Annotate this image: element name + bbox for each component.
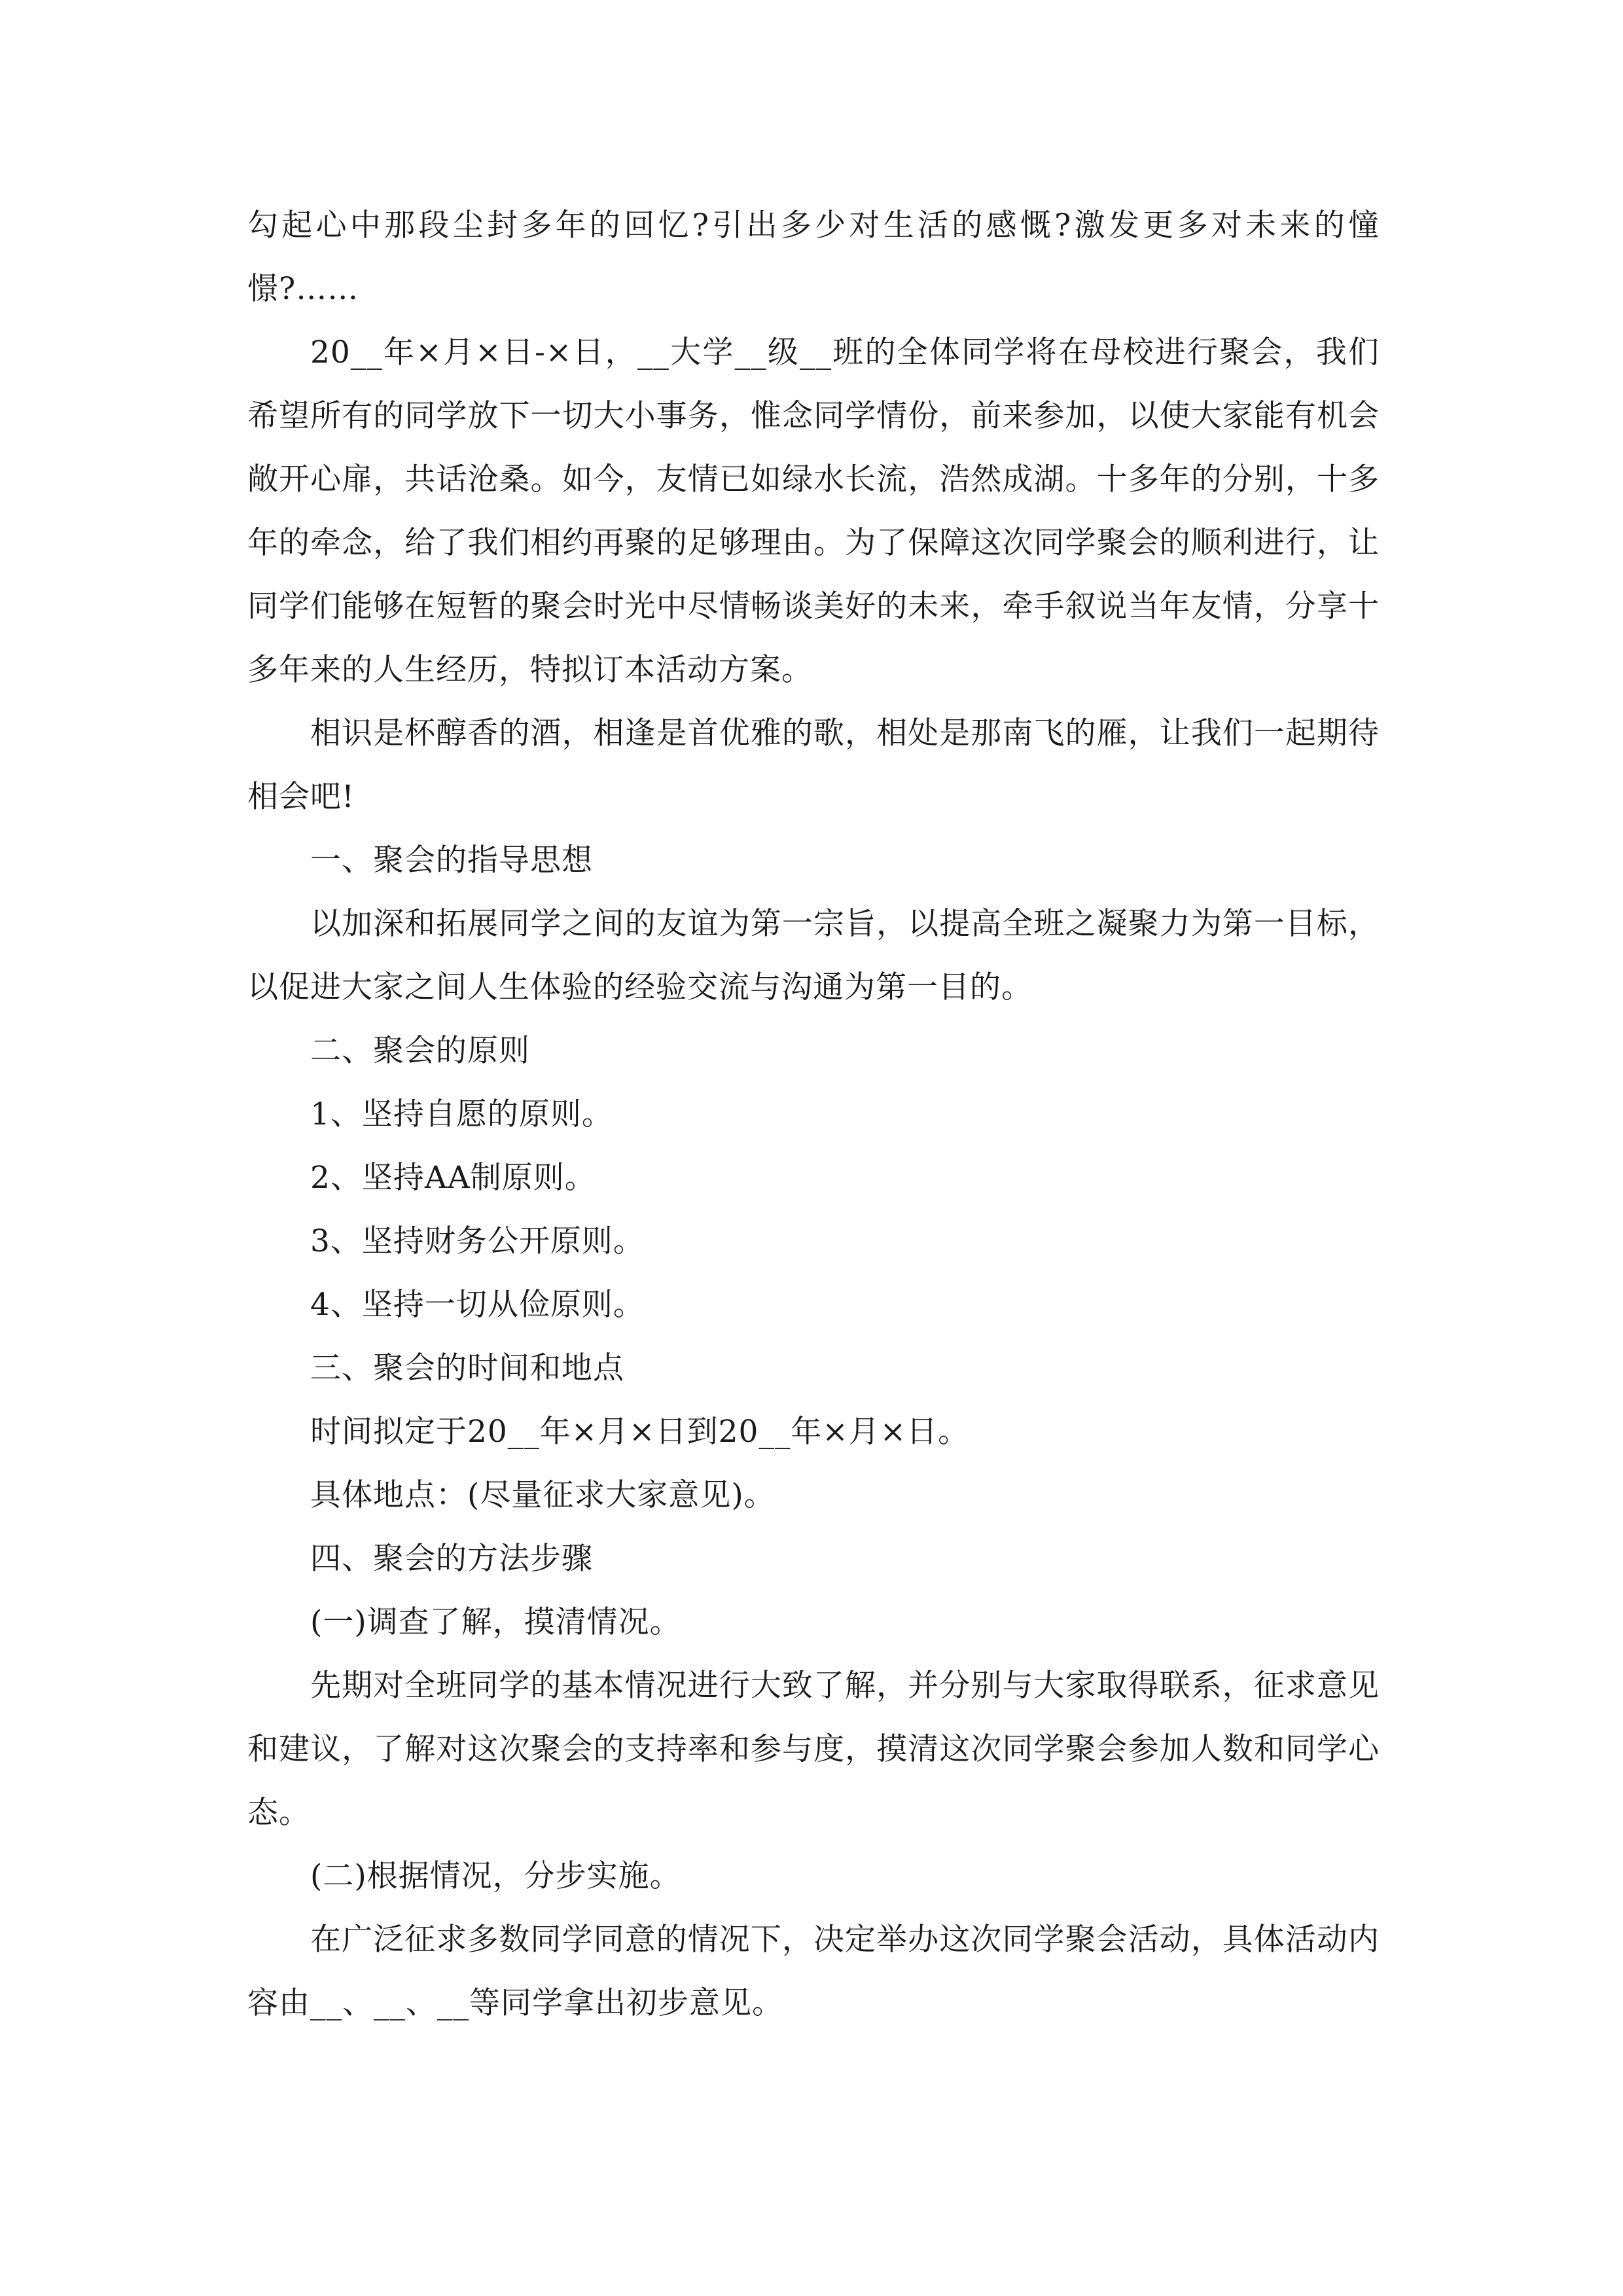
- principle-item-3: 3、坚持财务公开原则。: [310, 1223, 645, 1259]
- paragraph-survey: 先期对全班同学的基本情况进行大致了解，并分别与大家取得联系，征求意见和建议，了解对这次聚会的支持率和参与度，摸清这次同学聚会参加人数和同学心态。: [247, 1668, 1380, 1831]
- paragraph-event-intro: 20__年×月×日-×日，__大学__级__班的全体同学将在母校进行聚会，我们希望所有的同学放下一切大小事务，惟念同学情份，前来参加，以使大家能有机会敞开心扉，共话沧桑。如今，友情已如绿水长流，浩然成湖。十多年的分别，十多年的牵念，给了我们相约再聚的足够理由。为了保障这次同学聚会的顺利进行，让同学们能够在短暂的聚会时光中尽情畅谈美好的未来，牵手叙说当年友情，分享十多年来的人生经历，特拟订本活动方案。: [247, 334, 1380, 688]
- heading-guiding-idea: 一、聚会的指导思想: [310, 842, 593, 878]
- paragraph-implement: 在广泛征求多数同学同意的情况下，决定举办这次同学聚会活动，具体活动内容由__、__、__等同学拿出初步意见。: [247, 1922, 1380, 2021]
- paragraph-memories: 勾起心中那段尘封多年的回忆?引出多少对生活的感慨?激发更多对未来的憧憬?……: [247, 207, 1380, 307]
- paragraph-guiding-idea: 以加深和拓展同学之间的友谊为第一宗旨，以提高全班之凝聚力为第一目标，以促进大家之间人生体验的经验交流与沟通为第一目的。: [247, 906, 1380, 1005]
- paragraph-place: 具体地点：(尽量征求大家意见)。: [310, 1477, 776, 1513]
- heading-methods: 四、聚会的方法步骤: [310, 1541, 593, 1577]
- document-body: [247, 194, 1380, 2035]
- principle-item-1: 1、坚持自愿的原则。: [310, 1096, 613, 1132]
- heading-principles: 二、聚会的原则: [310, 1033, 530, 1069]
- paragraph-invitation: 相识是杯醇香的酒，相逢是首优雅的歌，相处是那南飞的雁，让我们一起期待相会吧!: [247, 715, 1380, 815]
- subheading-survey: (一)调查了解，摸清情况。: [310, 1604, 681, 1640]
- principle-item-2: 2、坚持AA制原则。: [310, 1160, 596, 1196]
- subheading-implement: (二)根据情况，分步实施。: [310, 1858, 681, 1894]
- paragraph-time: 时间拟定于20__年×月×日到20__年×月×日。: [310, 1414, 970, 1450]
- heading-time-place: 三、聚会的时间和地点: [310, 1350, 624, 1386]
- principle-item-4: 4、坚持一切从俭原则。: [310, 1287, 645, 1323]
